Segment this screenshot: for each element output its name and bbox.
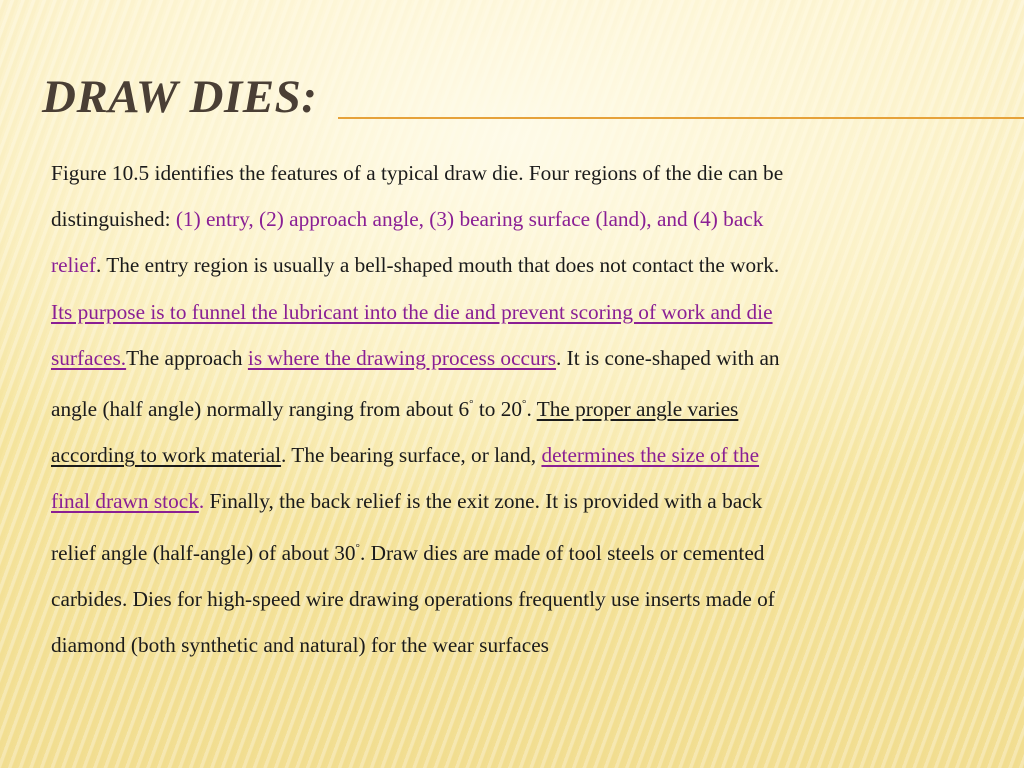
body-text-span: carbides. Dies for high-speed wire drawing operations frequently use inserts made of: [51, 586, 775, 611]
title-underline-rule: [338, 117, 1024, 119]
body-line: [51, 525, 951, 576]
body-line: [51, 576, 951, 622]
hyperlink-text[interactable]: surfaces.: [51, 345, 127, 370]
body-text-span: . Draw dies are made of tool steels or cemented: [359, 540, 765, 565]
body-line: [51, 432, 951, 478]
highlighted-text: relief: [51, 253, 96, 278]
underlined-text: The proper angle varies: [536, 397, 739, 422]
body-text-span: . The entry region is usually a bell-shaped mouth that does not contact the work.: [95, 253, 780, 278]
hyperlink-text[interactable]: determines the size of the: [541, 443, 760, 468]
body-line: [51, 381, 951, 432]
body-text-span: The approach: [126, 345, 248, 370]
hyperlink-text[interactable]: final drawn stock: [51, 489, 199, 514]
body-text-span: diamond (both synthetic and natural) for the wear surfaces: [51, 633, 549, 658]
highlighted-text: .: [198, 489, 205, 514]
body-text-span: relief angle (half-angle) of about 30: [51, 540, 356, 565]
body-line: [51, 478, 951, 524]
body-text-span: . The bearing surface, or land,: [281, 443, 542, 468]
slide-title: DRAW DIES:: [42, 71, 318, 123]
hyperlink-text[interactable]: is where the drawing process occurs: [247, 345, 557, 370]
body-line: [51, 622, 951, 668]
body-text-span: angle (half angle) normally ranging from about 6: [51, 397, 470, 422]
slide-body-text: [51, 150, 951, 668]
body-text-span: distinguished:: [51, 207, 176, 232]
hyperlink-text[interactable]: Its purpose is to funnel the lubricant into the die and prevent scoring of work and die: [51, 299, 773, 324]
body-line: [51, 150, 951, 196]
underlined-text: according to work material: [51, 443, 282, 468]
body-text-span: Figure 10.5 identifies the features of a typical draw die. Four regions of the die can be: [51, 161, 784, 185]
body-line: [51, 289, 951, 335]
degree-symbol: °: [355, 541, 360, 554]
degree-symbol: °: [522, 398, 527, 411]
degree-symbol: °: [469, 398, 474, 411]
body-text-span: .: [526, 397, 537, 422]
body-line: [51, 242, 951, 288]
body-text-span: to 20: [473, 397, 523, 422]
highlighted-text: (1) entry, (2) approach angle, (3) bearing surface (land), and (4) back: [175, 207, 764, 232]
body-line: [51, 196, 951, 242]
body-line: [51, 335, 951, 381]
body-text-span: Finally, the back relief is the exit zone. It is provided with a back: [204, 489, 763, 514]
body-text-span: . It is cone-shaped with an: [556, 345, 780, 370]
